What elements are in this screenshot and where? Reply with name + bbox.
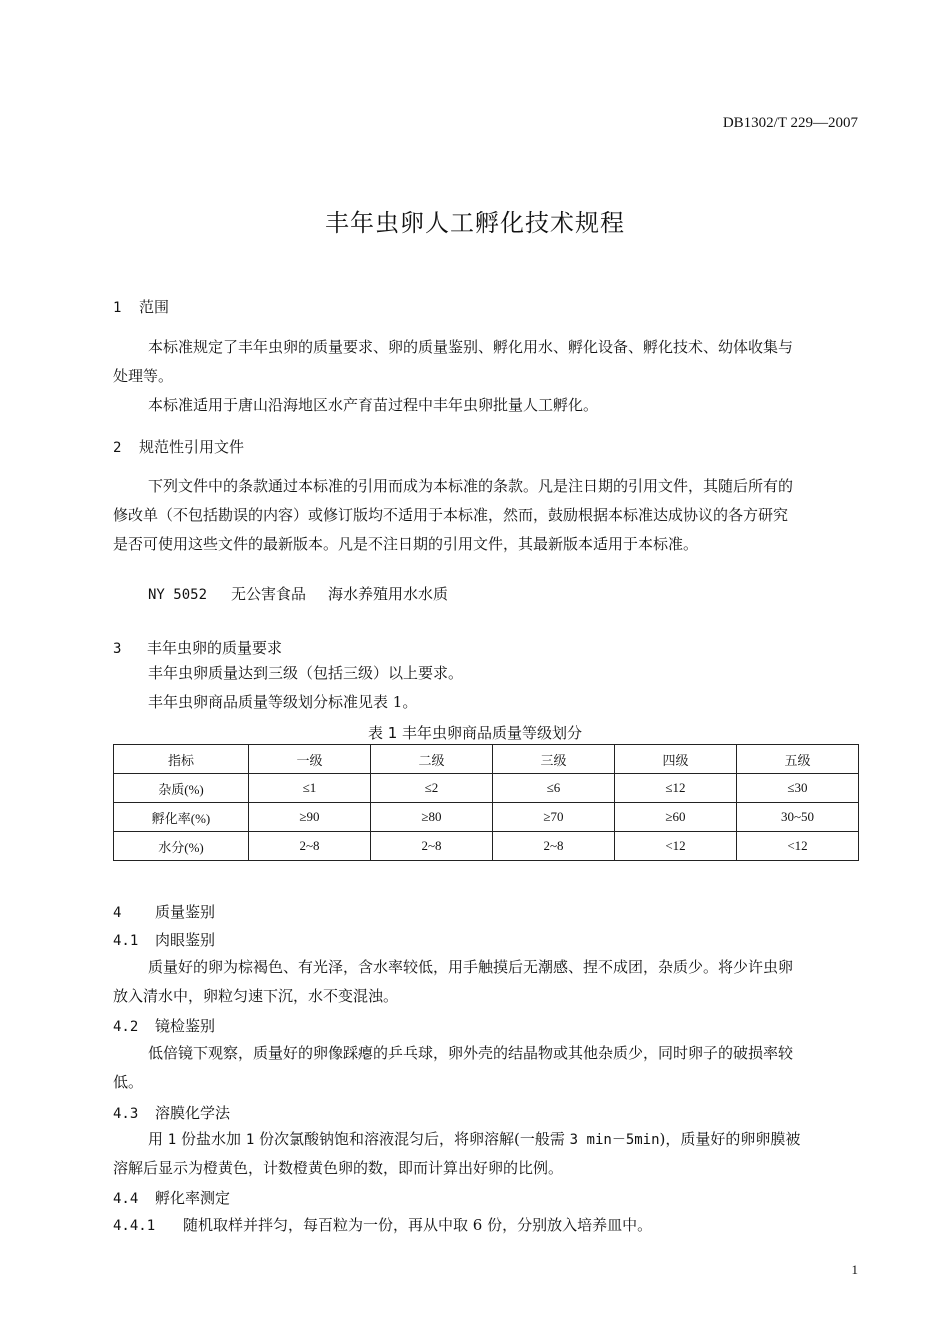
paragraph: 本标准规定了丰年虫卵的质量要求、卵的质量鉴别、孵化用水、孵化设备、孵化技术、幼体收集与 (148, 338, 794, 356)
text-run: 用 (148, 1130, 164, 1148)
quality-grade-table (113, 744, 859, 861)
subsection-4-1-heading (113, 929, 215, 950)
table-cell: ≥60 (615, 803, 737, 832)
table-row (114, 803, 859, 832)
paragraph: 质量好的卵为棕褐色、有光泽，含水率较低，用手触摸后无潮感、捏不成团，杂质少。将少许虫卵 (148, 958, 794, 976)
paragraph: 本标准适用于唐山沿海地区水产育苗过程中丰年虫卵批量人工孵化。 (148, 396, 599, 414)
table-cell: 2~8 (249, 832, 371, 861)
table-cell: ≤1 (249, 774, 371, 803)
table-header-cell: 指标 (114, 745, 249, 774)
section-title: 规范性引用文件 (139, 438, 245, 456)
text-run: 份次氯酸钠饱和溶液混匀后，将卵溶解(一般需 (259, 1130, 565, 1148)
table-cell: <12 (615, 832, 737, 861)
paragraph: 处理等。 (113, 367, 174, 385)
table-cell: ≤2 (371, 774, 493, 803)
table-header-cell: 二级 (371, 745, 493, 774)
section-number: 4.1 (113, 933, 139, 949)
paragraph: 下列文件中的条款通过本标准的引用而成为本标准的条款。凡是注日期的引用文件，其随后所有的 (148, 477, 794, 495)
section-title: 丰年虫卵的质量要求 (147, 639, 283, 657)
section-title: 肉眼鉴别 (155, 931, 216, 949)
section-number: 4.3 (113, 1106, 139, 1122)
text-run: )，质量好的卵卵膜被 (659, 1130, 801, 1148)
table-row (114, 774, 859, 803)
table-row (114, 832, 859, 861)
table-cell: ≥80 (371, 803, 493, 832)
section-title: 溶膜化学法 (155, 1104, 231, 1122)
paragraph: 低。 (113, 1073, 144, 1091)
page-number: 1 (851, 1262, 858, 1277)
table-cell: ≤6 (493, 774, 615, 803)
paragraph: 丰年虫卵商品质量等级划分标准见表 1。 (148, 693, 418, 711)
reference-name-1: 无公害食品 (231, 585, 307, 603)
table-header-row (114, 745, 859, 774)
section-number: 2 (113, 440, 122, 456)
section-title: 质量鉴别 (155, 903, 216, 921)
section-1-heading (113, 296, 169, 317)
table-cell: 2~8 (493, 832, 615, 861)
table-cell: 水分(%) (114, 832, 249, 861)
paragraph: 放入清水中，卵粒匀速下沉，水不变混浊。 (113, 987, 399, 1005)
table-cell: 孵化率(%) (114, 803, 249, 832)
paragraph: 修改单（不包括勘误的内容）或修订版均不适用于本标准，然而，鼓励根据本标准达成协议的各方研究 (113, 506, 789, 524)
section-number: 4.2 (113, 1019, 139, 1035)
text-run: 3 min－5min (569, 1132, 660, 1148)
table-header-cell: 五级 (737, 745, 859, 774)
subsection-4-2-heading (113, 1015, 215, 1036)
section-4-heading (113, 901, 215, 922)
text-run: 1 (167, 1132, 177, 1148)
paragraph (148, 1125, 800, 1155)
table-header-cell: 三级 (493, 745, 615, 774)
reference-code: NY 5052 (148, 587, 208, 603)
table-cell: ≤30 (737, 774, 859, 803)
subsection-4-4-heading (113, 1187, 230, 1208)
table-cell: <12 (737, 832, 859, 861)
table-cell: 30~50 (737, 803, 859, 832)
reference-name-2: 海水养殖用水水质 (328, 585, 449, 603)
table-cell: ≤12 (615, 774, 737, 803)
paragraph: 溶解后显示为橙黄色，计数橙黄色卵的数，即而计算出好卵的比例。 (113, 1159, 564, 1177)
section-title: 镜检鉴别 (155, 1017, 216, 1035)
table-cell: ≥90 (249, 803, 371, 832)
section-number: 4.4.1 (113, 1218, 156, 1234)
paragraph: 是否可使用这些文件的最新版本。凡是不注日期的引用文件，其最新版本适用于本标准。 (113, 535, 699, 553)
table-cell: ≥70 (493, 803, 615, 832)
section-title: 孵化率测定 (155, 1189, 231, 1207)
table-cell: 杂质(%) (114, 774, 249, 803)
section-number: 3 (113, 641, 122, 657)
text-run: 1 (245, 1132, 255, 1148)
section-2-heading (113, 436, 244, 457)
table-caption: 表 1 丰年虫卵商品质量等级划分 (367, 724, 583, 742)
paragraph: 丰年虫卵质量达到三级（包括三级）以上要求。 (148, 664, 464, 682)
section-number: 4 (113, 905, 122, 921)
paragraph: 随机取样并拌匀，每百粒为一份，再从中取 6 份，分别放入培养皿中。 (183, 1216, 653, 1234)
subsection-4-3-heading (113, 1102, 230, 1123)
document-code: DB1302/T 229—2007 (722, 115, 858, 131)
table-cell: 2~8 (371, 832, 493, 861)
section-3-heading (113, 637, 282, 658)
table-header-cell: 一级 (249, 745, 371, 774)
normative-reference (148, 580, 448, 610)
text-run: 份盐水加 (181, 1130, 242, 1148)
section-title: 范围 (139, 298, 170, 316)
subsection-4-4-1 (113, 1211, 652, 1241)
section-number: 1 (113, 300, 122, 316)
table-header-cell: 四级 (615, 745, 737, 774)
document-title: 丰年虫卵人工孵化技术规程 (325, 209, 625, 237)
section-number: 4.4 (113, 1191, 139, 1207)
paragraph: 低倍镜下观察，质量好的卵像踩瘪的乒乓球，卵外壳的结晶物或其他杂质少，同时卵子的破损率较 (148, 1044, 794, 1062)
